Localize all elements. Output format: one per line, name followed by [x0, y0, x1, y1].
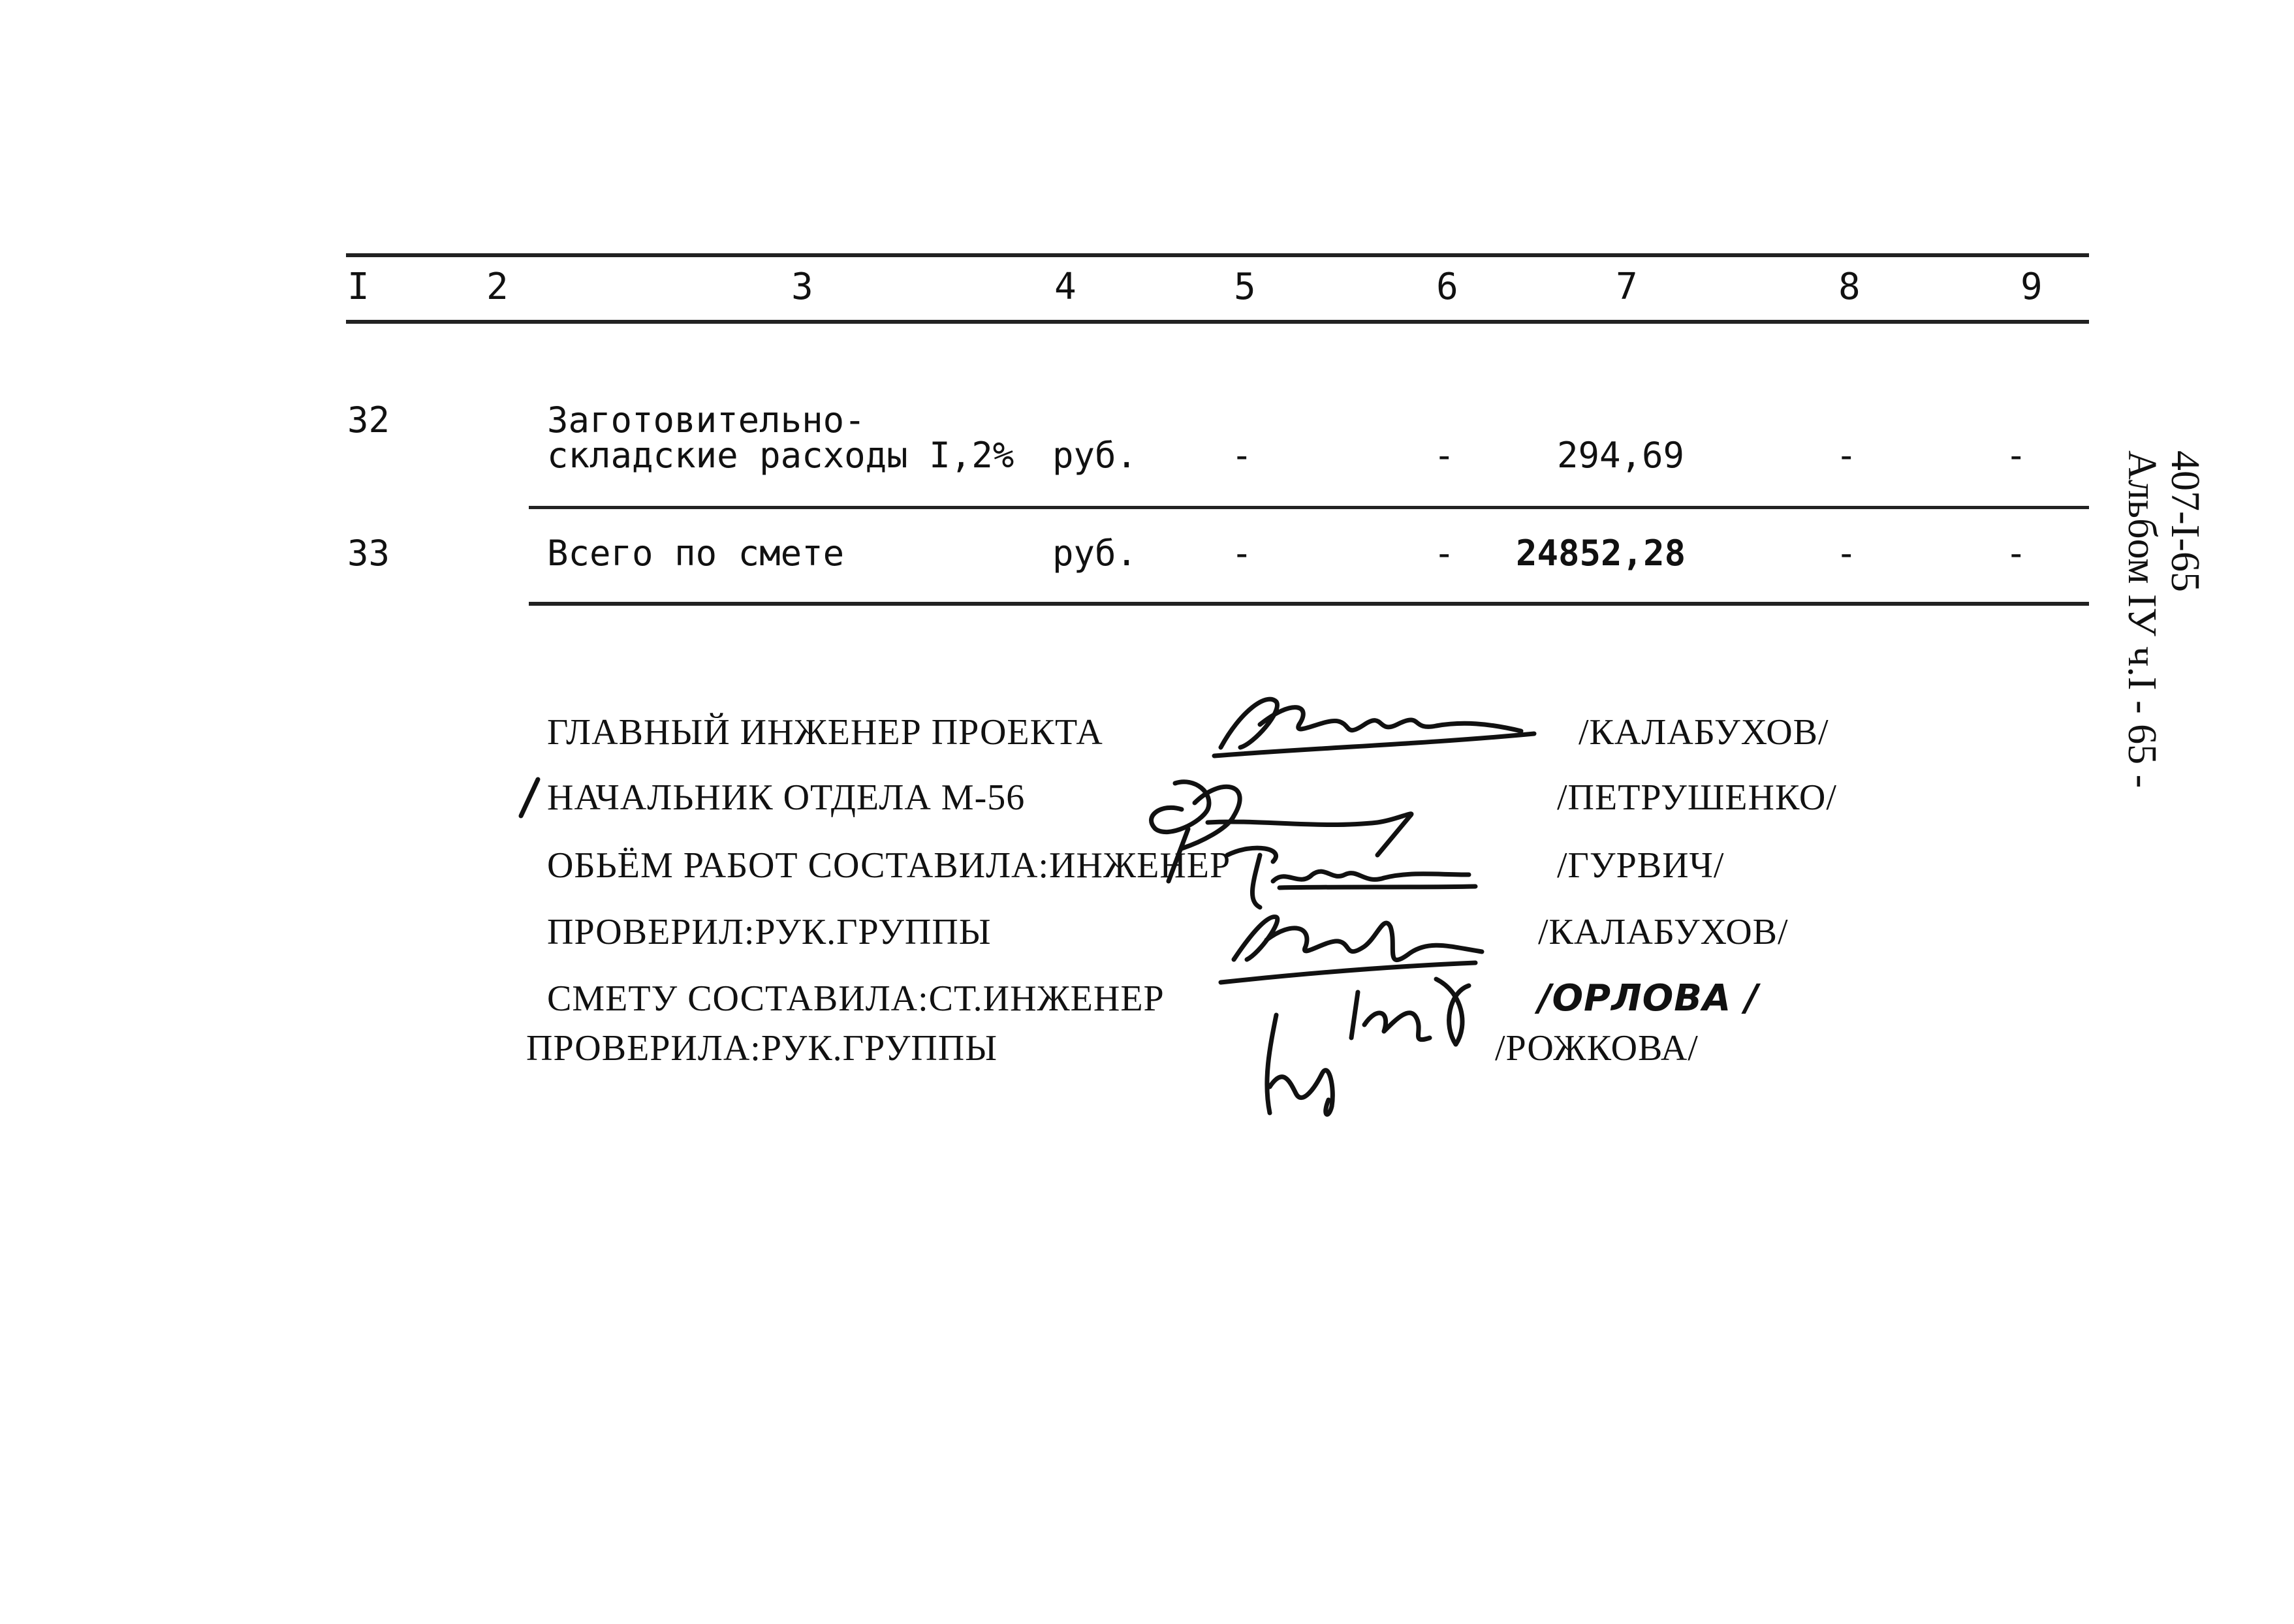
row-32-name-line2: складские расходы I,2% [547, 435, 1014, 476]
side-stamp-album: Альбом IУ ч.I - 65 - [2120, 450, 2164, 789]
column-header-1: I [347, 266, 369, 308]
row-32-col7: 294,69 [1557, 435, 1685, 476]
column-header-4: 4 [1054, 266, 1076, 308]
row-33-col8: - [1836, 533, 1857, 574]
table-header-rule [346, 320, 2089, 324]
column-header-3: 3 [791, 266, 813, 308]
column-header-2: 2 [486, 266, 509, 308]
row-33-number: 33 [347, 533, 390, 574]
signature-name-kalabukhov: /КАЛАБУХОВ/ [1579, 712, 1829, 753]
row-32-col9: - [2005, 435, 2027, 476]
signature-role-checked-group-head: ПРОВЕРИЛ:РУК.ГРУППЫ [547, 912, 992, 952]
handwritten-signature-1 [1214, 685, 1541, 757]
row-33-unit: руб. [1052, 533, 1138, 574]
column-header-7: 7 [1616, 266, 1638, 308]
signature-name-gurvich: /ГУРВИЧ/ [1557, 845, 1725, 886]
signature-role-checked-group-head-2: ПРОВЕРИЛА:РУК.ГРУППЫ [526, 1028, 998, 1069]
side-stamp [2109, 450, 2213, 881]
signature-role-volume-engineer: ОБЬЁМ РАБОТ СОСТАВИЛА:ИНЖЕНЕР [547, 845, 1231, 886]
row-32-unit: руб. [1052, 435, 1138, 476]
signature-role-chief-engineer: ГЛАВНЫЙ ИНЖЕНЕР ПРОЕКТА [547, 712, 1103, 753]
row-33-col7: 24852,28 [1516, 533, 1686, 574]
row-divider [529, 506, 2089, 509]
row-32-number: 32 [347, 399, 390, 441]
side-stamp-code: 407-I-65 [2163, 450, 2207, 592]
table-bottom-rule [529, 602, 2089, 606]
signature-name-rozhkova: /РОЖКОВА/ [1495, 1028, 1699, 1069]
row-32-name-line1: Заготовительно- [547, 399, 866, 441]
handwritten-signature-6 [1250, 1008, 1368, 1119]
signature-name-orlova: /ОРЛОВА / [1538, 977, 1759, 1020]
column-header-5: 5 [1234, 266, 1256, 308]
signature-name-petrushenko: /ПЕТРУШЕНКО/ [1557, 777, 1837, 818]
row-32-col5: - [1231, 435, 1253, 476]
signature-role-estimate-engineer: СМЕТУ СОСТАВИЛА:СТ.ИНЖЕНЕР [547, 978, 1165, 1019]
signature-name-kalabukhov-2: /КАЛАБУХОВ/ [1538, 912, 1789, 952]
column-header-9: 9 [2020, 266, 2043, 308]
row-32-col6: - [1434, 435, 1455, 476]
signature-role-department-head: НАЧАЛЬНИК ОТДЕЛА М-56 [547, 777, 1026, 818]
row-33-name: Всего по смете [547, 533, 845, 574]
row-33-col9: - [2005, 533, 2027, 574]
column-header-8: 8 [1838, 266, 1861, 308]
row-33-col6: - [1434, 533, 1455, 574]
table-top-rule [346, 253, 2089, 257]
column-header-6: 6 [1436, 266, 1458, 308]
row-32-col8: - [1836, 435, 1857, 476]
slash-mark [516, 775, 542, 821]
row-33-col5: - [1231, 533, 1253, 574]
